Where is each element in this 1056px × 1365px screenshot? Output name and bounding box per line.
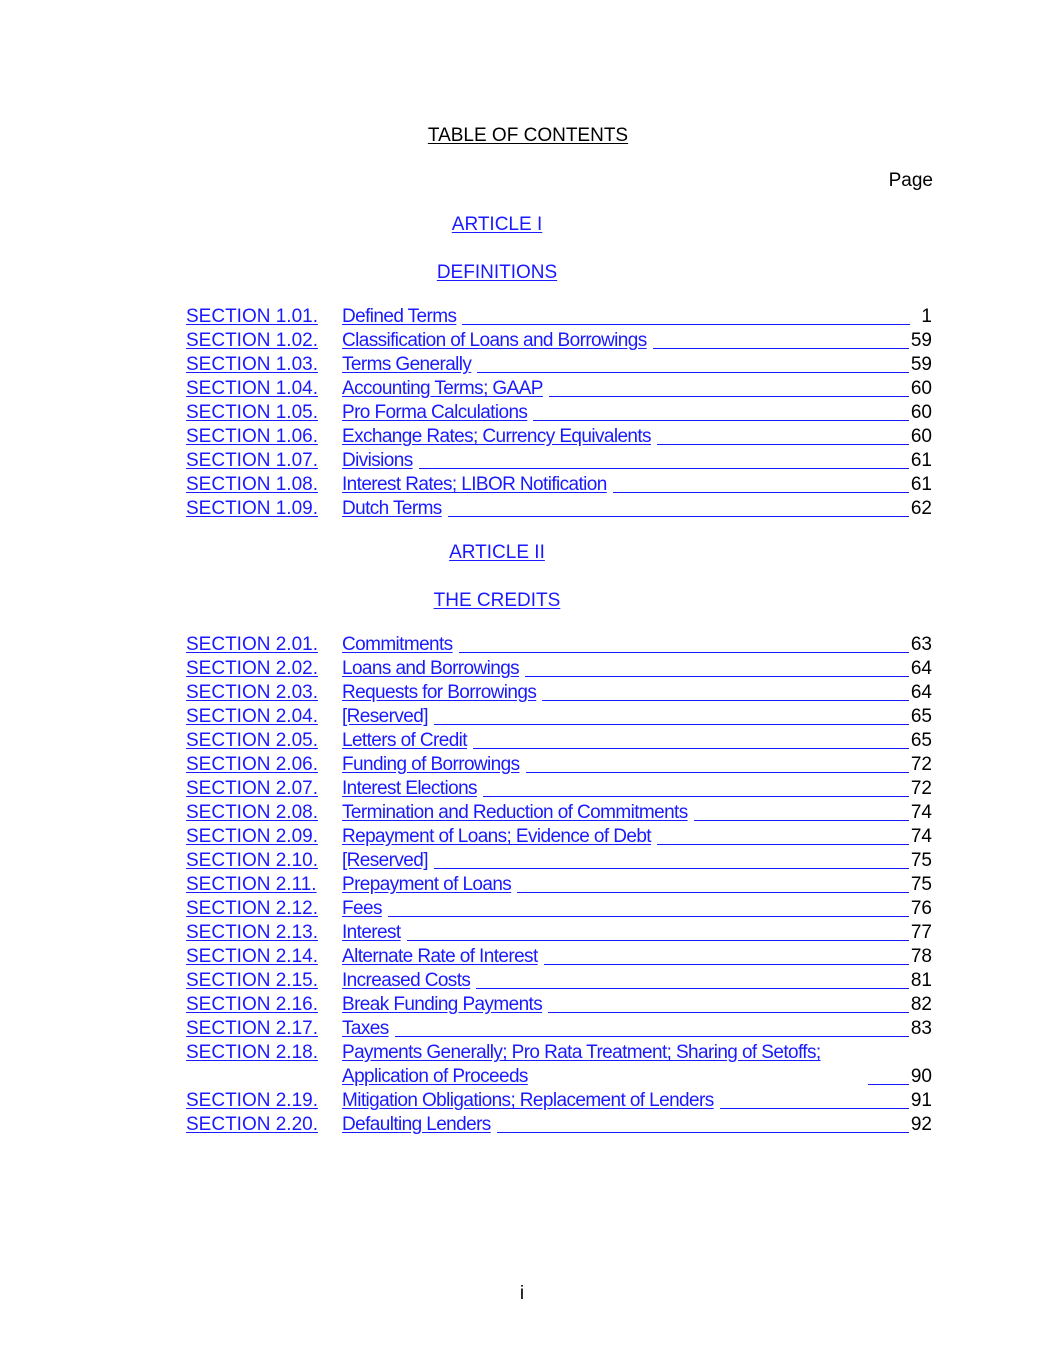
toc-entry — [186, 473, 932, 497]
section-number-link[interactable]: SECTION 2.19. — [186, 1090, 318, 1111]
section-title-link[interactable]: Interest Elections — [342, 778, 477, 799]
article-1-heading-link[interactable]: DEFINITIONS — [436, 262, 558, 283]
toc-entry — [186, 801, 932, 825]
toc-entry — [186, 1017, 932, 1041]
toc-entry — [186, 1041, 932, 1089]
page-number: 60 — [910, 378, 932, 399]
toc-entry — [186, 945, 932, 969]
dot-leader — [526, 772, 909, 773]
section-number-link[interactable]: SECTION 1.02. — [186, 330, 318, 351]
article-2-heading[interactable] — [186, 589, 808, 613]
toc-entry — [186, 705, 932, 729]
toc-entry — [186, 377, 932, 401]
article-1-section-list — [186, 305, 932, 521]
section-title-link[interactable]: Interest Rates; LIBOR Notification — [342, 474, 607, 495]
section-number-link[interactable]: SECTION 1.01. — [186, 306, 318, 327]
article-2-heading-link[interactable]: THE CREDITS — [433, 590, 561, 611]
dot-leader — [525, 676, 909, 677]
page-number: 83 — [910, 1018, 932, 1039]
page-number: 63 — [910, 634, 932, 655]
section-title-link[interactable]: Mitigation Obligations; Replacement of Lenders — [342, 1090, 714, 1111]
section-title-link[interactable]: Exchange Rates; Currency Equivalents — [342, 426, 651, 447]
section-number-link[interactable]: SECTION 2.11. — [186, 874, 317, 895]
section-title-link[interactable]: Accounting Terms; GAAP — [342, 378, 543, 399]
section-number-link[interactable]: SECTION 1.07. — [186, 450, 318, 471]
page-number: 92 — [910, 1114, 932, 1135]
section-title-link[interactable]: [Reserved] — [342, 850, 428, 871]
page-number: 72 — [910, 754, 932, 775]
dot-leader — [459, 652, 909, 653]
section-title-link[interactable]: Repayment of Loans; Evidence of Debt — [342, 826, 651, 847]
dot-leader — [419, 468, 909, 469]
toc-entry — [186, 657, 932, 681]
section-number-link[interactable]: SECTION 1.08. — [186, 474, 318, 495]
page-number: 65 — [910, 730, 932, 751]
dot-leader — [613, 492, 909, 493]
section-number-link[interactable]: SECTION 2.17. — [186, 1018, 318, 1039]
page-number: 65 — [910, 706, 932, 727]
page-number: 74 — [910, 802, 932, 823]
dot-leader — [434, 724, 909, 725]
dot-leader — [657, 844, 909, 845]
article-2-label-link[interactable]: ARTICLE II — [449, 542, 545, 563]
toc-entry — [186, 873, 932, 897]
dot-leader — [476, 988, 909, 989]
article-2-section-list — [186, 633, 932, 1137]
section-title-link[interactable]: Pro Forma Calculations — [342, 402, 528, 423]
toc-entry — [186, 425, 932, 449]
dot-leader — [720, 1108, 909, 1109]
page-number: 81 — [910, 970, 932, 991]
toc-entry — [186, 633, 932, 657]
dot-leader — [657, 444, 909, 445]
page-number: 78 — [910, 946, 932, 967]
section-number-link[interactable]: SECTION 2.01. — [186, 634, 318, 655]
section-number-link[interactable]: SECTION 2.20. — [186, 1114, 318, 1135]
article-1-heading[interactable] — [186, 261, 808, 285]
dot-leader — [533, 420, 909, 421]
page-number: 60 — [910, 402, 932, 423]
dot-leader — [517, 892, 909, 893]
section-number-link[interactable]: SECTION 2.12. — [186, 898, 318, 919]
page-number: 77 — [910, 922, 932, 943]
section-number-link[interactable]: SECTION 1.06. — [186, 426, 318, 447]
toc-entry — [186, 921, 932, 945]
section-title-link[interactable]: Taxes — [342, 1018, 389, 1039]
page-number: 1 — [921, 306, 932, 327]
page-number: 59 — [910, 354, 932, 375]
section-title-link[interactable]: [Reserved] — [342, 706, 428, 727]
section-title-link[interactable]: Funding of Borrowings — [342, 754, 520, 775]
section-title-link[interactable]: Prepayment of Loans — [342, 874, 512, 895]
toc-entry — [186, 777, 932, 801]
page-column-label: Page — [888, 170, 933, 191]
toc-entry — [186, 969, 932, 993]
toc-entry — [186, 849, 932, 873]
section-title-link[interactable]: Increased Costs — [342, 970, 471, 991]
section-number-link[interactable]: SECTION 2.14. — [186, 946, 318, 967]
dot-leader — [548, 1012, 909, 1013]
dot-leader — [434, 868, 909, 869]
section-title-link[interactable]: Loans and Borrowings — [342, 658, 520, 679]
section-number-link[interactable]: SECTION 2.08. — [186, 802, 318, 823]
page-number: 76 — [910, 898, 932, 919]
dot-leader — [544, 964, 909, 965]
article-1-label[interactable] — [186, 213, 808, 237]
section-number-link[interactable]: SECTION 2.03. — [186, 682, 318, 703]
toc-entry — [186, 449, 932, 473]
toc-entry — [186, 681, 932, 705]
page-number: 61 — [910, 474, 932, 495]
section-number-link[interactable]: SECTION 2.02. — [186, 658, 318, 679]
section-number-link[interactable]: SECTION 2.05. — [186, 730, 318, 751]
section-title-link[interactable]: Requests for Borrowings — [342, 682, 537, 703]
section-title-link[interactable]: Break Funding Payments — [342, 994, 543, 1015]
dot-leader — [462, 324, 910, 325]
section-title-link[interactable]: Fees — [342, 898, 382, 919]
section-title-link[interactable]: Divisions — [342, 450, 413, 471]
page-number: 90 — [910, 1066, 932, 1087]
dot-leader — [473, 748, 909, 749]
page-title — [0, 124, 1056, 148]
section-title-link[interactable]: Dutch Terms — [342, 498, 442, 519]
section-number-link[interactable]: SECTION 1.05. — [186, 402, 318, 423]
section-number-link[interactable]: SECTION 1.04. — [186, 378, 318, 399]
section-title-link[interactable]: Terms Generally — [342, 354, 472, 375]
dot-leader — [868, 1084, 909, 1085]
section-number-link[interactable]: SECTION 2.18. — [186, 1042, 318, 1063]
toc-entry — [186, 497, 932, 521]
section-title-link[interactable]: Classification of Loans and Borrowings — [342, 330, 647, 351]
footer-page-number: i — [519, 1283, 525, 1304]
section-number-link[interactable]: SECTION 2.04. — [186, 706, 318, 727]
dot-leader — [497, 1132, 909, 1133]
section-title-link[interactable]: Payments Generally; Pro Rata Treatment; Sharing of Setoffs; Application of Proceeds — [342, 1042, 821, 1087]
dot-leader — [483, 796, 909, 797]
page-number: 74 — [910, 826, 932, 847]
dot-leader — [477, 372, 909, 373]
section-title-link[interactable]: Letters of Credit — [342, 730, 467, 751]
dot-leader — [549, 396, 909, 397]
section-title-link[interactable]: Defaulting Lenders — [342, 1114, 491, 1135]
page-number: 64 — [910, 682, 932, 703]
toc-entry — [186, 825, 932, 849]
section-title-link[interactable]: Commitments — [342, 634, 453, 655]
page-number: 82 — [910, 994, 932, 1015]
dot-leader — [407, 940, 909, 941]
page-number: 75 — [910, 874, 932, 895]
dot-leader — [395, 1036, 909, 1037]
toc-title-text: TABLE OF CONTENTS — [427, 125, 629, 146]
toc-entry — [186, 353, 932, 377]
dot-leader — [448, 516, 909, 517]
toc-entry — [186, 305, 932, 329]
page-number: 64 — [910, 658, 932, 679]
toc-entry — [186, 329, 932, 353]
toc-entry — [186, 897, 932, 921]
toc-entry — [186, 753, 932, 777]
section-number-link[interactable]: SECTION 1.03. — [186, 354, 318, 375]
section-number-link[interactable]: SECTION 2.09. — [186, 826, 318, 847]
section-number-link[interactable]: SECTION 2.06. — [186, 754, 318, 775]
page-number: 75 — [910, 850, 932, 871]
page-number: 72 — [910, 778, 932, 799]
toc-entry — [186, 401, 932, 425]
section-title-link[interactable]: Defined Terms — [342, 306, 457, 327]
toc-entry — [186, 1089, 932, 1113]
article-2-label[interactable] — [186, 541, 808, 565]
page-number: 61 — [910, 450, 932, 471]
toc-entry — [186, 729, 932, 753]
page-number: 91 — [910, 1090, 932, 1111]
section-title-link[interactable]: Interest — [342, 922, 401, 943]
section-number-link[interactable]: SECTION 2.10. — [186, 850, 318, 871]
section-number-link[interactable]: SECTION 2.15. — [186, 970, 318, 991]
dot-leader — [542, 700, 909, 701]
section-title-link[interactable]: Alternate Rate of Interest — [342, 946, 538, 967]
section-number-link[interactable]: SECTION 2.13. — [186, 922, 318, 943]
dot-leader — [653, 348, 909, 349]
section-title-link[interactable]: Termination and Reduction of Commitments — [342, 802, 688, 823]
page-number: 59 — [910, 330, 932, 351]
dot-leader — [694, 820, 909, 821]
section-number-link[interactable]: SECTION 2.07. — [186, 778, 318, 799]
section-number-link[interactable]: SECTION 1.09. — [186, 498, 318, 519]
dot-leader — [388, 916, 909, 917]
page-number: 62 — [910, 498, 932, 519]
page-number: 60 — [910, 426, 932, 447]
article-1-label-link[interactable]: ARTICLE I — [451, 214, 543, 235]
toc-entry — [186, 993, 932, 1017]
section-number-link[interactable]: SECTION 2.16. — [186, 994, 318, 1015]
toc-entry — [186, 1113, 932, 1137]
